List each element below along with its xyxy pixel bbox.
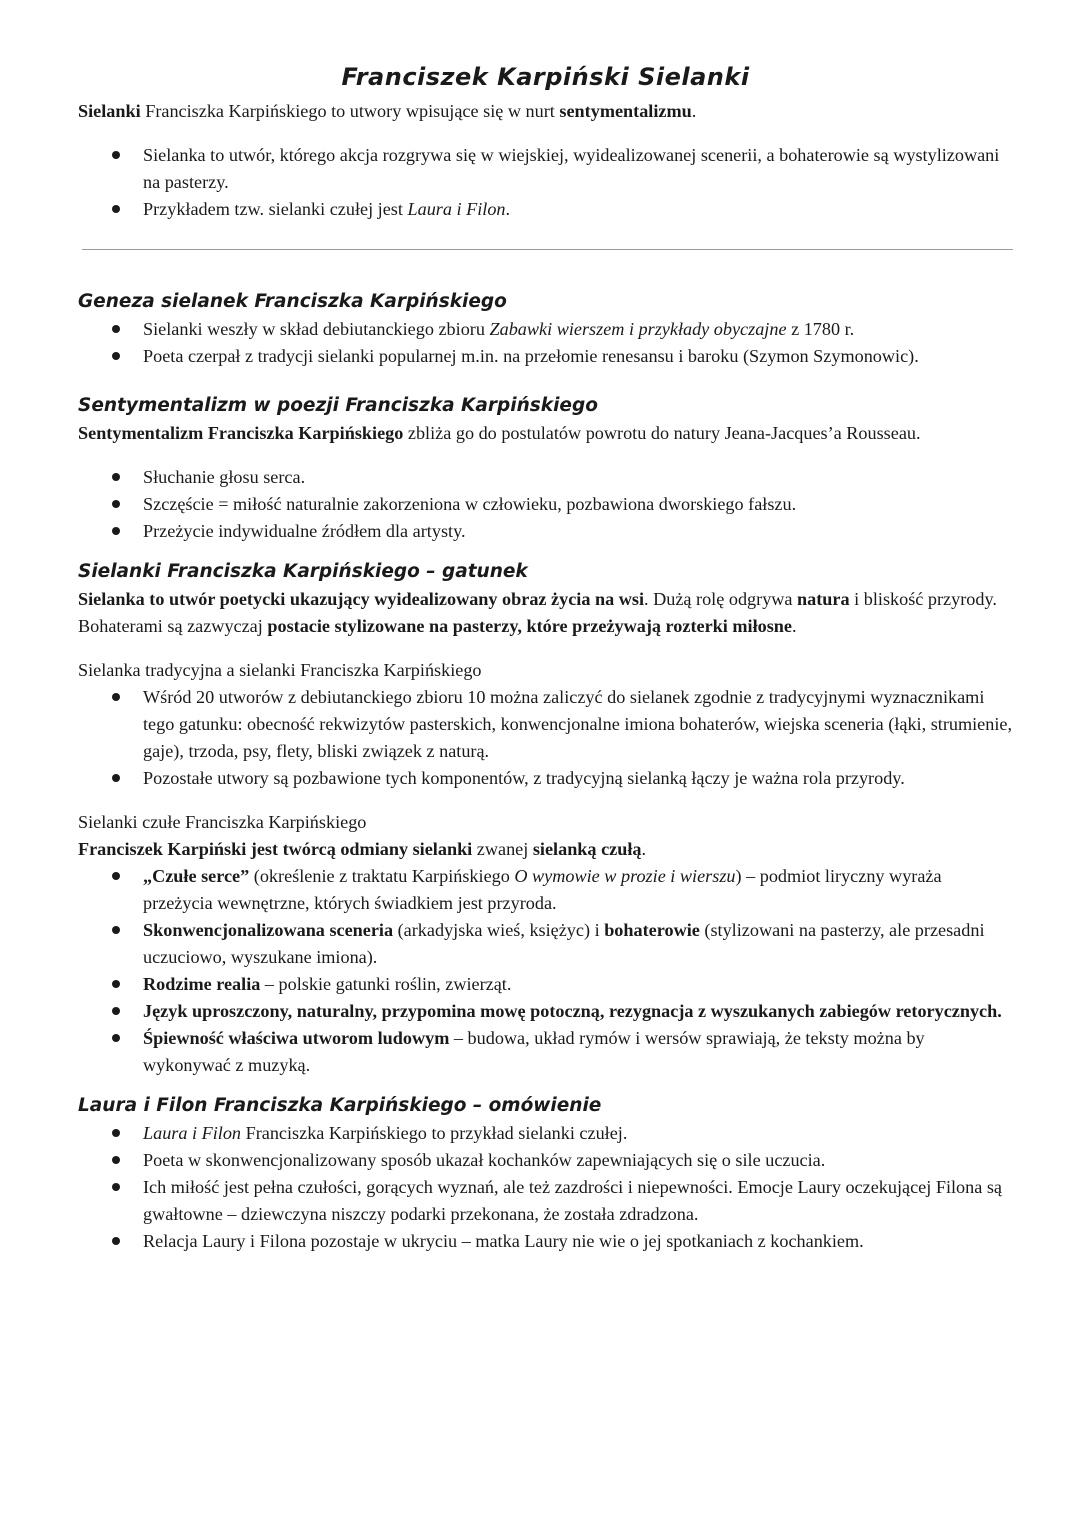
page-title: Franciszek Karpiński Sielanki [341, 63, 750, 91]
list-item-text: Poeta w skonwencjonalizowany sposób ukazał kochanków zapewniających się o sile uczucia. [143, 1150, 826, 1170]
bullet-dot-icon [112, 205, 120, 213]
list-item-text: Przeżycie indywidualne źródłem dla artysty. [143, 521, 466, 541]
list-item-text: – budowa, układ rymów i wersów sprawiają, że teksty można by wykonywać z muzyką. [143, 1028, 925, 1075]
list-item-text: Franciszka Karpińskiego to przykład sielanki czułej. [241, 1123, 628, 1143]
tradycyjna-bullet-list [78, 684, 1013, 792]
list-item [78, 1228, 1013, 1255]
list-item [78, 971, 1013, 998]
sentymentalizm-paragraph [78, 420, 1013, 447]
bold-text: bohaterowie [604, 920, 700, 940]
list-item-text: Słuchanie głosu serca. [143, 467, 306, 487]
section-divider [82, 249, 1013, 250]
list-item [78, 142, 1013, 196]
bold-text: Sielanka to utwór poetycki ukazujący wyidealizowany obraz życia na wsi [78, 589, 645, 609]
bullet-dot-icon [112, 1156, 120, 1164]
bullet-dot-icon [112, 500, 120, 508]
document-page [78, 60, 1013, 1255]
paragraph-text: zwanej [472, 839, 533, 859]
geneza-bullet-list [78, 316, 1013, 370]
intro-text: Franciszka Karpińskiego to utwory wpisujące się w nurt [140, 101, 560, 121]
list-item [78, 917, 1013, 971]
list-item-text: Sielanka to utwór, którego akcja rozgrywa się w wiejskiej, wyidealizowanej scenerii, a bohaterowie są wystylizowani na pasterzy. [143, 145, 1000, 192]
bold-text: postacie stylizowane na pasterzy, które przeżywają rozterki miłosne [267, 616, 792, 636]
list-item-text: Poeta czerpał z tradycji sielanki popularnej m.in. na przełomie renesansu i baroku (Szymon Szymonowic). [143, 346, 919, 366]
list-item [78, 518, 1013, 545]
list-item [78, 1025, 1013, 1079]
paragraph-text: zbliża go do postulatów powrotu do natury Jeana-Jacques’a Rousseau. [403, 423, 921, 443]
bullet-dot-icon [112, 980, 120, 988]
bullet-dot-icon [112, 527, 120, 535]
sentymentalizm-bullet-list [78, 464, 1013, 545]
list-item-text: Pozostałe utwory są pozbawione tych komponentów, z tradycyjną sielanką łączy je ważna rola przyrody. [143, 768, 905, 788]
list-item-text: z 1780 r. [786, 319, 855, 339]
bold-text: Język uproszczony, naturalny, przypomina mowę potoczną, rezygnacja z wyszukanych zabiegów retorycznych. [143, 1001, 1002, 1021]
paragraph-text: i bliskość przyrody. Bohaterami są zazwyczaj [78, 589, 997, 636]
bullet-dot-icon [112, 1237, 120, 1245]
list-item [78, 196, 1013, 223]
list-item-text: (arkadyjska wieś, księżyc) i [393, 920, 605, 940]
paragraph-text: . Dużą rolę odgrywa [644, 589, 798, 609]
bullet-dot-icon [112, 774, 120, 782]
czule-bullet-list [78, 863, 1013, 1079]
gatunek-paragraph [78, 586, 1013, 640]
list-item [78, 1120, 1013, 1147]
list-item-title: Zabawki wierszem i przykłady obyczajne [489, 319, 787, 339]
list-item-text: Relacja Laury i Filona pozostaje w ukryciu – matka Laury nie wie o jej spotkaniach z kochankiem. [143, 1231, 864, 1251]
bullet-dot-icon [112, 693, 120, 701]
bullet-dot-icon [112, 473, 120, 481]
heading-sentymentalizm: Sentymentalizm w poezji Franciszka Karpińskiego [78, 395, 598, 416]
bold-text: „Czułe serce” [143, 866, 250, 886]
list-item [78, 316, 1013, 343]
heading-gatunek: Sielanki Franciszka Karpińskiego – gatunek [78, 561, 528, 582]
list-item [78, 998, 1013, 1025]
list-item [78, 1147, 1013, 1174]
list-item [78, 863, 1013, 917]
bullet-dot-icon [112, 1183, 120, 1191]
bullet-dot-icon [112, 151, 120, 159]
bold-text: sielanką czułą [532, 839, 642, 859]
bold-text: Rodzime realia [143, 974, 261, 994]
bullet-dot-icon [112, 325, 120, 333]
laura-bullet-list [78, 1120, 1013, 1255]
intro-bold-sentymentalizm: sentymentalizmu [559, 101, 692, 121]
bullet-dot-icon [112, 926, 120, 934]
list-item-text: Szczęście = miłość naturalnie zakorzeniona w człowieku, pozbawiona dworskiego fałszu. [143, 494, 797, 514]
list-item-text: Wśród 20 utworów z debiutanckiego zbioru 10 można zaliczyć do sielanek zgodnie z tradycyjnymi wyznacznikami tego gatunku: obecność rekwizytów pasterskich, konwencjonalne imiona bohaterów, wiejska sceneria (łąki, strumienie, gaje), trzoda, psy, flety, bliski związek z naturą. [143, 687, 1013, 761]
bold-text: Śpiewność właściwa utworom ludowym [143, 1028, 450, 1048]
intro-paragraph [78, 98, 1013, 125]
list-item-title: O wymowie w prozie i wierszu [514, 866, 736, 886]
intro-bullet-list [78, 142, 1013, 223]
list-item-text: Przykładem tzw. sielanki czułej jest [143, 199, 408, 219]
subheading-czule: Sielanki czułe Franciszka Karpińskiego [78, 812, 367, 832]
list-item-text: Ich miłość jest pełna czułości, gorących wyznań, ale też zazdrości i niepewności. Emocje Laury oczekującej Filona są gwałtowne – dziewczyna niszczy podarki przekonana, że została zdradzona. [143, 1177, 1003, 1224]
list-item-text: Sielanki weszły w skład debiutanckiego zbioru [143, 319, 490, 339]
list-item [78, 684, 1013, 765]
paragraph-text: . [792, 616, 797, 636]
list-item [78, 1174, 1013, 1228]
list-item [78, 464, 1013, 491]
list-item [78, 343, 1013, 370]
bold-text: natura [797, 589, 850, 609]
list-item-text: . [505, 199, 511, 219]
list-item [78, 765, 1013, 792]
list-item-title: Laura i Filon [143, 1123, 242, 1143]
intro-bold-sielanki: Sielanki [78, 101, 141, 121]
list-item-text: ) – podmiot liryczny wyraża przeżycia wewnętrzne, których świadkiem jest przyroda. [143, 866, 942, 913]
bold-text: Skonwencjonalizowana sceneria [143, 920, 394, 940]
czule-paragraph [78, 836, 1013, 863]
intro-period: . [691, 101, 697, 121]
heading-geneza: Geneza sielanek Franciszka Karpińskiego [78, 291, 507, 312]
list-item-text: (stylizowani na pasterzy, ale przesadni uczuciowo, wyszukane imiona). [143, 920, 985, 967]
bullet-dot-icon [112, 1007, 120, 1015]
bullet-dot-icon [112, 1129, 120, 1137]
paragraph-text: . [641, 839, 647, 859]
bullet-dot-icon [112, 1034, 120, 1042]
list-item-text: – polskie gatunki roślin, zwierząt. [260, 974, 512, 994]
heading-laura: Laura i Filon Franciszka Karpińskiego – omówienie [78, 1095, 602, 1116]
subheading-tradycyjna: Sielanka tradycyjna a sielanki Franciszka Karpińskiego [78, 660, 482, 680]
bullet-dot-icon [112, 872, 120, 880]
list-item-text: (określenie z traktatu Karpińskiego [249, 866, 515, 886]
bold-text: Sentymentalizm Franciszka Karpińskiego [78, 423, 404, 443]
bullet-dot-icon [112, 352, 120, 360]
list-item-title: Laura i Filon [407, 199, 506, 219]
bold-text: Franciszek Karpiński jest twórcą odmiany sielanki [78, 839, 473, 859]
list-item [78, 491, 1013, 518]
